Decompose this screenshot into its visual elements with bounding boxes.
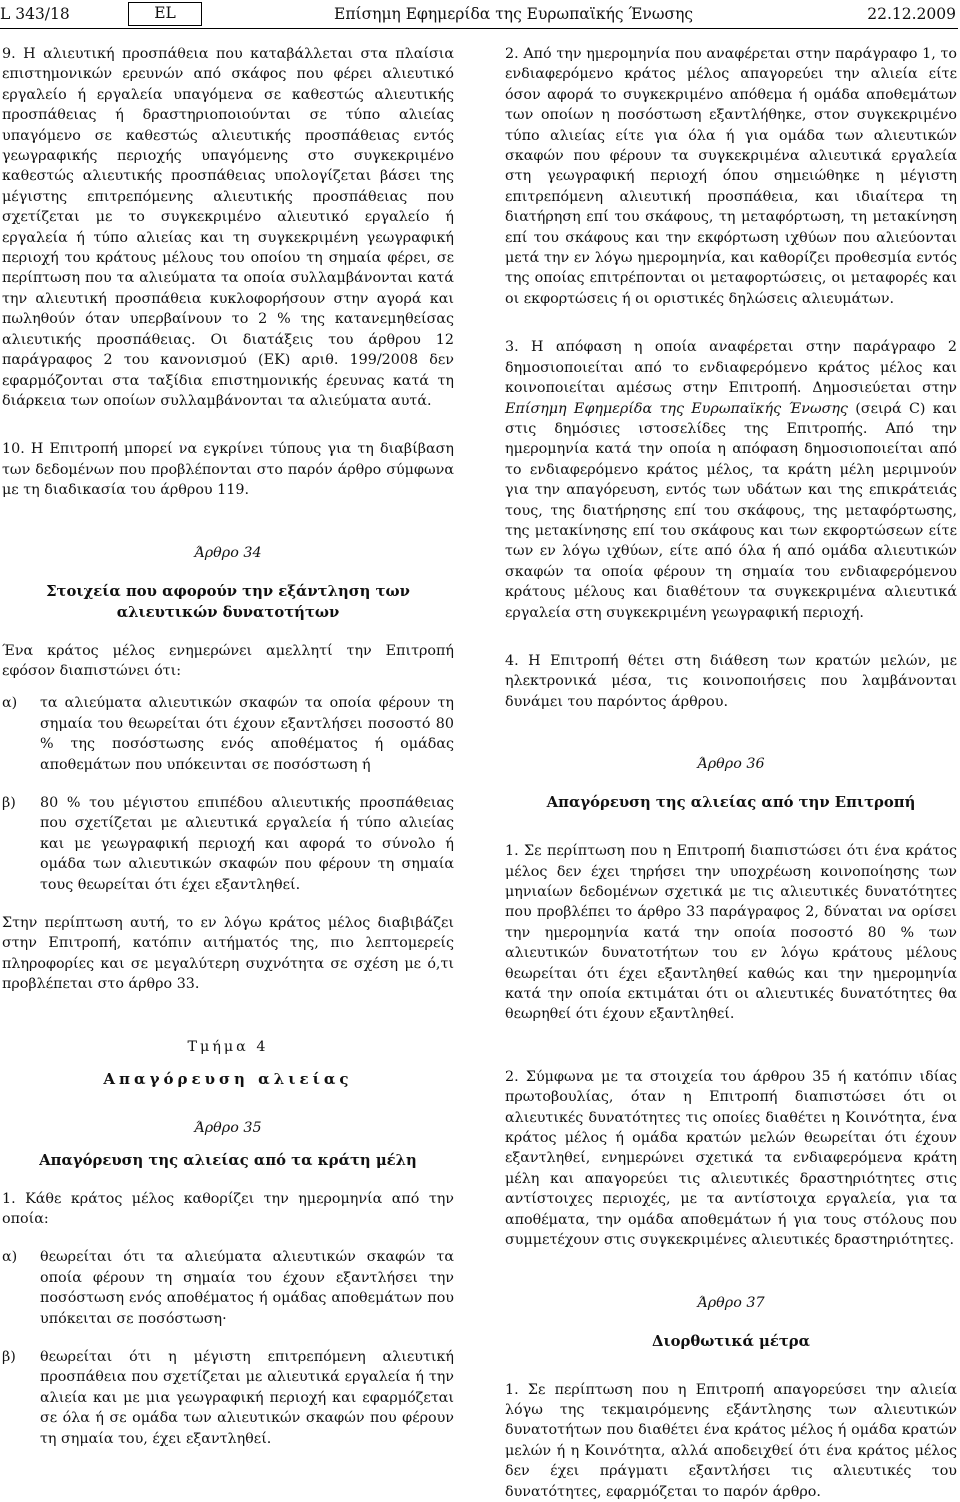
- page-header: [0, 2, 958, 28]
- issue-date: 22.12.2009: [867, 5, 956, 23]
- article-37-paragraph-1: 1. Σε περίπτωση που η Επιτροπή απαγορεύσει την αλιεία λόγω της τεκμαιρόμενης εξάντλησης των αλιευτικών δυνατοτήτων που διαθέτει ένα κράτος μέλος ή ομάδα κρατών μελών ή η Κοινότητα, αλλά αποδειχθεί ότι ένα κράτος μέλος δεν έχει πράγματι εξαντλήσει τις αλιευτικές του δυνατότητες, εφαρμόζεται το παρόν άρθρο.: [505, 1381, 957, 1500]
- item-label: α): [2, 1249, 18, 1266]
- article-36-number: Άρθρο 36: [697, 756, 765, 773]
- paragraph-9: 9. Η αλιευτική προσπάθεια που καταβάλλεται στα πλαίσια επιστημονικών ερευνών από σκάφος που φέρει αλιευτικό εργαλείο ή εργαλεία υπαγόμενα σε καθεστώς αλιευτικής προσπάθειας ή δραστηριοποιούνται σε τύπο αλιείας υπαγόμενο σε καθεστώς αλιευτικής προσπάθειας εντός γεωγραφικής περιοχής υπαγόμενης στο συγκεκριμένο καθεστώς αλιευτικής προσπάθειας υπολογίζεται βάσει της μέγιστης επιτρεπόμενης αλιευτικής προσπάθειας που σχετίζεται με το συγκεκριμένο αλιευτικό εργαλείο ή εργαλεία ή τύπο αλιείας και τη συγκεκριμένη γεωγραφική περιοχή του κράτους μέλους του οποίου τη σημαία φέρει, σε περίπτωση που τα αλιεύματα τα οποία συλλαμβάνονται κατά την αλιευτική προσπάθεια κυκλοφορήσουν στην αγορά και πωληθούν όταν υπερβαίνουν το 2 % της κατανεμηθείσας αλιευτικής προσπάθειας. Οι διατάξεις του άρθρου 12 παράγραφος 2 του κανονισμού (ΕΚ) αριθ. 199/2008 δεν εφαρμόζονται στα ταξίδια επιστημονικής έρευνας κατά τη διάρκεια των οποίων συλλαμβάνονται τα αλιεύματα αυτά.: [2, 46, 454, 409]
- paragraph-3-text-a: 3. Η απόφαση η οποία αναφέρεται στην παράγραφο 2 δημοσιοποιείται από το ενδιαφερόμενο κράτος μέλος και κοινοποιείται αμέσως στην Επιτροπή. Δημοσιεύεται στην: [505, 339, 957, 397]
- paragraph-3: [505, 337, 957, 623]
- section-4-number: Τμήμα 4: [187, 1038, 269, 1055]
- article-34-outro: Στην περίπτωση αυτή, το εν λόγω κράτος μέλος διαβιβάζει στην Επιτροπή, κατόπιν αιτήματός της, πιο λεπτομερείς πληροφορίες και σε μεγαλύτερη συχνότητα σε σχέση με ό,τι προβλέπεται στο άρθρο 33.: [2, 915, 454, 993]
- item-text: τα αλιεύματα αλιευτικών σκαφών τα οποία φέρουν τη σημαία του θεωρείται ότι έχουν εξαντλήσει ποσοστό 80 % της ποσόστωσης ενός αποθέματος ή ομάδας αποθεμάτων που υπόκεινται σε ποσόστωση ή: [40, 695, 454, 773]
- article-35-paragraph-1: 1. Κάθε κράτος μέλος καθορίζει την ημερομηνία από την οποία:: [2, 1190, 454, 1228]
- article-36-title: Απαγόρευση της αλιείας από την Επιτροπή: [546, 794, 916, 812]
- item-label: β): [2, 794, 16, 811]
- paragraph-2: 2. Από την ημερομηνία που αναφέρεται στην παράγραφο 1, το ενδιαφερόμενο κράτος μέλος απαγορεύει την αλιεία είτε όσον αφορά το συγκεκριμένο απόθεμα ή ομάδα αποθεμάτων των οποίων η ποσόστωση εξαντλήθηκε, στον συγκεκριμένο τύπο αλιείας είτε για όλα ή για ομάδα των αλιευτικών σκαφών που φέρουν τα συγκεκριμένα αλιευτικά εργαλεία στη γεωγραφική περιοχή όπου σημειώθηκε η μέγιστη επιτρεπόμενη αλιευτική προσπάθεια, και ιδιαίτερα τη διατήρηση επί του σκάφους, τη μεταφόρτωση, τη μετακίνηση επί του σκάφους και την εκφόρτωση ιχθύων που αλιεύονται μετά την εν λόγω ημερομηνία, και καθορίζει προθεσμία εντός της οποίας επιτρέπονται οι μεταφορτώσεις, οι μεταφορές και οι εκφορτώσεις ή οι οριστικές δηλώσεις αλιευμάτων.: [505, 46, 957, 307]
- article-35-item-b: [2, 1347, 454, 1449]
- article-34-number: Άρθρο 34: [194, 544, 262, 561]
- item-label: β): [2, 1349, 16, 1366]
- article-34-title: Στοιχεία που αφορούν την εξάντληση των αλιευτικών δυνατοτήτων: [46, 582, 410, 621]
- article-37-title: Διορθωτικά μέτρα: [651, 1332, 811, 1350]
- item-text: θεωρείται ότι τα αλιεύματα αλιευτικών σκαφών τα οποία φέρουν τη σημαία του έχουν εξαντλήσει την ποσόστωση ενός αποθέματος ή ομάδας αποθεμάτων που υπόκειται σε ποσόστωση·: [40, 1249, 454, 1327]
- article-36-paragraph-1: 1. Σε περίπτωση που η Επιτροπή διαπιστώσει ότι ένα κράτος μέλος δεν έχει τηρήσει την υποχρέωση κοινοποίησης των μηνιαίων δεδομένων σχετικά με τις αλιευτικές δυνατότητες που προβλέπει το άρθρο 33 παράγραφος 2, δύναται να ορίσει την ημερομηνία κατά την οποία ποσοστό 80 % των αλιευτικών δυνατοτήτων του εν λόγω κράτους μέλους θεωρείται ότι έχει εξαντληθεί καθώς και την ημερομηνία κατά την οποία εκτιμάται ότι οι αλιευτικές δυνατότητες θα θεωρηθεί ότι έχουν εξαντληθεί.: [505, 843, 957, 1023]
- right-column: [505, 44, 957, 1502]
- journal-name-italic: Επίσημη Εφημερίδα της Ευρωπαϊκής Ένωσης: [505, 400, 848, 417]
- left-column: [2, 44, 454, 1449]
- paragraph-4: 4. Η Επιτροπή θέτει στη διάθεση των κρατών μελών, με ηλεκτρονικά μέσα, τις κοινοποιήσεις που λαμβάνονται δυνάμει του παρόντος άρθρου.: [505, 652, 957, 710]
- article-34-item-b: [2, 793, 454, 895]
- item-text: θεωρείται ότι η μέγιστη επιτρεπόμενη αλιευτική προσπάθεια που σχετίζεται με αλιευτικά εργαλεία ή την αλιεία και με μια γεωγραφική περιοχή και εφαρμόζεται σε όλα ή σε ομάδα των αλιευτικών σκαφών που φέρουν τη σημαία του, έχει εξαντληθεί.: [40, 1349, 454, 1447]
- journal-title: Επίσημη Εφημερίδα της Ευρωπαϊκής Ένωσης: [334, 5, 694, 23]
- item-text: 80 % του μέγιστου επιπέδου αλιευτικής προσπάθειας που σχετίζεται με αλιευτικά εργαλεία ή τύπο αλιείας και με γεωγραφική περιοχή και αφορά το σύνολο ή ομάδα των αλιευτικών σκαφών που φέρουν τη σημαία τους θεωρείται ότι έχει εξαντληθεί.: [40, 794, 454, 893]
- page-reference: L 343/18: [0, 5, 70, 23]
- article-34-intro: Ένα κράτος μέλος ενημερώνει αμελλητί την Επιτροπή εφόσον διαπιστώνει ότι:: [2, 642, 454, 679]
- header-rule: [0, 28, 958, 29]
- article-36-paragraph-2: 2. Σύμφωνα με τα στοιχεία του άρθρου 35 ή κατόπιν ιδίας πρωτοβουλίας, όταν η Επιτροπή διαπιστώσει ότι οι αλιευτικές δυνατότητες τις οποίες διαθέτει η Κοινότητα, ένα κράτος μέλος ή ομάδα κρατών μελών θεωρείται ότι έχουν εξαντληθεί, ενημερώνει σχετικά τα ενδιαφερόμενα κράτη μέλη και απαγορεύει τις αλιευτικές δραστηριότητες στις αντίστοιχες περιοχές, με τα αντίστοιχα εργαλεία, για τα αποθέματα, την ομάδα αποθεμάτων ή για τους στόλους που συμμετέχουν στις συγκεκριμένες αλιευτικές δραστηριότητες.: [505, 1068, 957, 1249]
- article-34-item-a: [2, 693, 454, 775]
- article-35-item-a: [2, 1247, 454, 1329]
- article-35-number: Άρθρο 35: [194, 1119, 262, 1136]
- paragraph-10: 10. Η Επιτροπή μπορεί να εγκρίνει τύπους για τη διαβίβαση των δεδομένων που προβλέπονται στο παρόν άρθρο σύμφωνα με τη διαδικασία του άρθρου 119.: [2, 441, 454, 499]
- language-code-box: EL: [128, 2, 202, 26]
- section-4-title: Απαγόρευση αλιείας: [103, 1069, 353, 1088]
- article-37-number: Άρθρο 37: [697, 1294, 765, 1311]
- paragraph-3-text-b: (σειρά C) και στις δημόσιες ιστοσελίδες της Επιτροπής. Από την ημερομηνία κατά την οποία η απόφαση δημοσιοποιείται από το ενδιαφερόμενο κράτος μέλος, τα κράτη μέλη μεριμνούν για την απαγόρευση, εντός των υδάτων και της επικράτειάς τους, της διατήρησης επί του σκάφους, της μεταφόρτωσης, της μετακίνησης επί του σκάφους και των εκφορτώσεων είτε των εν λόγω ιχθύων, είτε από όλα ή από ομάδα αλιευτικών σκαφών τα οποία φέρουν τη σημαία του ενδιαφερόμενου κράτους μέλους και διαθέτουν τα συγκεκριμένα αλιευτικά εργαλεία στη συγκεκριμένη γεωγραφική περιοχή.: [505, 400, 957, 621]
- article-35-title: Απαγόρευση της αλιείας από τα κράτη μέλη: [39, 1151, 417, 1169]
- item-label: α): [2, 695, 18, 712]
